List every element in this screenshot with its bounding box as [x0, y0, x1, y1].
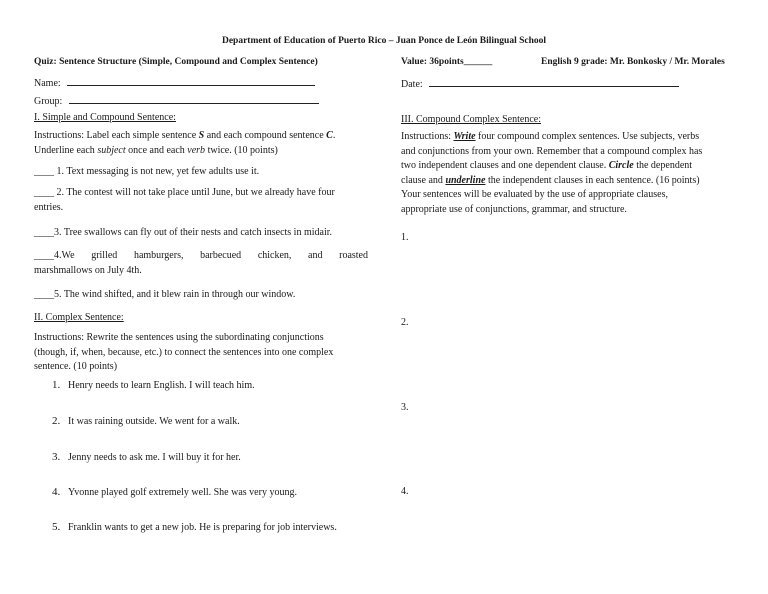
word: and — [308, 250, 323, 261]
instr-text: Underline each — [34, 144, 98, 156]
item-text: Yvonne played golf extremely well. She was very young. — [68, 487, 297, 498]
word: barbecued — [200, 250, 242, 261]
item-4-line1 — [34, 249, 368, 264]
item-line: marshmallows on July 4th. — [34, 264, 142, 276]
complex-item-3 — [52, 451, 241, 463]
section1-heading: I. Simple and Compound Sentence: — [34, 112, 176, 123]
instr-text: the independent clauses in each sentence. (16 points) — [485, 174, 700, 186]
instr-circle: Circle — [608, 160, 634, 171]
item-line: entries. — [34, 201, 64, 213]
instr-line: sentence. (10 points) — [34, 361, 118, 372]
instr-text: four compound complex sentences. Use subjects, verbs — [475, 131, 700, 142]
item-text: Henry needs to learn English. I will teach him. — [68, 380, 255, 391]
word: chicken, — [257, 250, 292, 261]
instr-text: Instructions: Label each simple sentence — [34, 130, 199, 141]
section1-item-1: ____ 1. Text messaging is not new, yet few adults use it. — [34, 166, 260, 177]
instr-line: Instructions: Rewrite the sentences using the subordinating conjunctions — [34, 332, 324, 343]
item-number: 1. — [52, 379, 61, 391]
section2-instructions — [34, 331, 369, 375]
instr-text: twice. (10 points) — [205, 144, 278, 156]
instr-text: clause and — [401, 174, 446, 186]
date-line — [429, 76, 679, 87]
answer-number-3: 3. — [401, 402, 409, 413]
group-line — [69, 93, 319, 104]
word: grilled — [91, 250, 118, 261]
instr-verb: verb — [187, 144, 206, 156]
instr-text: Instructions: — [401, 131, 454, 142]
section1-instructions — [34, 129, 369, 158]
answer-number-4: 4. — [401, 486, 409, 497]
word: ____4.We — [34, 250, 75, 261]
instr-line: (though, if, when, because, etc.) to connect the sentences into one complex — [34, 346, 334, 358]
instr-text: the dependent — [633, 160, 693, 171]
school-title: Department of Education of Puerto Rico – Juan Ponce de León Bilingual School — [221, 36, 547, 46]
instr-text: . — [332, 130, 336, 141]
complex-item-2 — [52, 415, 240, 427]
item-line: ____ 2. The contest will not take place until June, but we already have four — [34, 187, 335, 198]
instr-c: C — [326, 130, 333, 141]
section1-item-5: ____5. The wind shifted, and it blew rain in through our window. — [34, 289, 296, 300]
instr-underline: underline — [445, 174, 486, 186]
word: roasted — [339, 250, 368, 261]
section1-item-4 — [34, 249, 368, 278]
quiz-title: Quiz: Sentence Structure (Simple, Compound and Complex Sentence) — [34, 57, 318, 67]
section1-item-2 — [34, 186, 368, 215]
answer-number-1: 1. — [401, 232, 409, 243]
instr-line: appropriate use of conjunctions, grammar, and structure. — [401, 203, 627, 215]
item-text: Franklin wants to get a new job. He is preparing for job interviews. — [68, 522, 337, 533]
value-label: Value: 36points______ — [401, 57, 493, 67]
section3-heading: III. Compound Complex Sentence: — [401, 114, 541, 125]
complex-item-4 — [52, 486, 297, 498]
complex-item-5 — [52, 521, 337, 533]
item-number: 5. — [52, 521, 61, 533]
group-label: Group: — [34, 96, 63, 107]
instr-text: once and each — [125, 144, 188, 156]
group-field[interactable] — [34, 93, 319, 107]
instr-write: Write — [453, 131, 476, 142]
word: hamburgers, — [133, 250, 184, 261]
item-text: It was raining outside. We went for a walk. — [68, 416, 240, 427]
name-label: Name: — [34, 78, 61, 89]
instr-text: two independent clauses and one dependent clause. — [401, 160, 609, 171]
instr-s: S — [198, 130, 205, 141]
instr-line: Your sentences will be evaluated by the use of appropriate clauses, — [401, 189, 668, 200]
item-number: 3. — [52, 451, 61, 463]
grade-label: English 9 grade: Mr. Bonkosky / Mr. Morales — [541, 57, 725, 67]
item-number: 4. — [52, 486, 61, 498]
instr-subject: subject — [97, 144, 126, 156]
section1-item-3: ____3. Tree swallows can fly out of their nests and catch insects in midair. — [34, 227, 333, 238]
name-line — [67, 75, 315, 86]
date-field[interactable] — [401, 76, 679, 90]
name-field[interactable] — [34, 75, 315, 89]
item-number: 2. — [52, 415, 61, 427]
instr-text: and each compound sentence — [204, 130, 327, 141]
date-label: Date: — [401, 79, 423, 90]
section2-heading: II. Complex Sentence: — [34, 312, 124, 323]
answer-number-2: 2. — [401, 317, 409, 328]
complex-item-1 — [52, 379, 255, 391]
section3-instructions — [401, 130, 741, 217]
instr-line: and conjunctions from your own. Remember that a compound complex has — [401, 145, 703, 157]
item-text: Jenny needs to ask me. I will buy it for her. — [68, 452, 241, 463]
